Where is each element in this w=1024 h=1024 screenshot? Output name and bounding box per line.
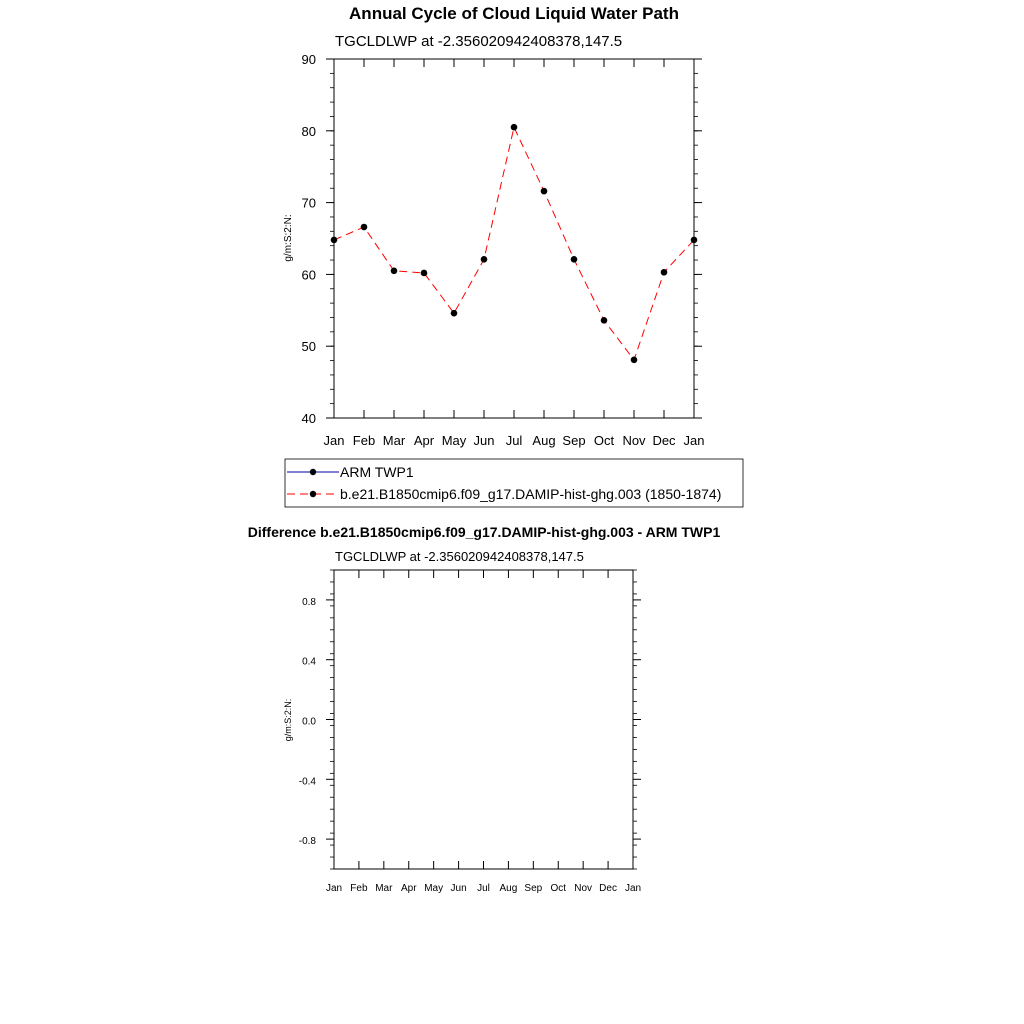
data-point — [601, 317, 608, 324]
y-tick-label: 0.4 — [302, 656, 316, 668]
x-tick-label: May — [441, 433, 467, 448]
x-tick-label: Aug — [499, 883, 518, 894]
y-tick-label: 90 — [301, 52, 316, 67]
y-tick-label: 80 — [301, 123, 316, 139]
data-point — [331, 237, 338, 244]
x-tick-label: May — [424, 883, 444, 894]
data-point — [481, 256, 488, 263]
annual-cycle-chart — [283, 4, 743, 507]
x-tick-label: Dec — [652, 433, 676, 448]
x-tick-label: Jul — [505, 433, 523, 448]
x-tick-label: Sep — [562, 433, 586, 448]
x-tick-label: Jun — [450, 883, 467, 894]
x-tick-label: Oct — [593, 433, 615, 448]
y-tick-label: 40 — [301, 411, 316, 426]
legend — [285, 459, 743, 507]
series-line — [334, 127, 694, 360]
difference-title: Difference b.e21.B1850cmip6.f09_g17.DAMIP-hist-ghg.003 - ARM TWP1 — [247, 524, 721, 540]
x-tick-label: Jun — [473, 433, 495, 448]
data-point — [631, 357, 638, 364]
y-tick-label: 50 — [301, 339, 316, 355]
y-tick-label: 70 — [301, 195, 316, 211]
data-point — [661, 269, 668, 276]
x-tick-label: Aug — [532, 433, 556, 448]
y-tick-label: -0.8 — [298, 836, 316, 848]
legend-label-arm: ARM TWP1 — [340, 464, 414, 480]
difference-plot-frame — [334, 570, 633, 869]
axis-ticks — [302, 52, 705, 448]
x-tick-label: Jan — [325, 883, 343, 894]
x-tick-label: Mar — [382, 433, 406, 448]
data-point — [691, 237, 698, 244]
chart-title: Annual Cycle of Cloud Liquid Water Path — [349, 4, 679, 23]
x-tick-label: Jul — [477, 883, 490, 894]
x-tick-label: Nov — [574, 883, 593, 894]
y-axis-label: g/m:S:2:N: — [283, 214, 294, 262]
x-tick-label: Feb — [350, 883, 368, 894]
data-point — [451, 310, 458, 317]
y-tick-label: 0.8 — [302, 596, 316, 608]
chart-subtitle: TGCLDLWP at -2.356020942408378,147.5 — [335, 33, 623, 50]
y-tick-label: 0.0 — [302, 716, 316, 728]
plot-frame — [334, 59, 694, 418]
data-point — [541, 188, 548, 195]
x-tick-label: Sep — [524, 883, 543, 894]
legend-marker-model — [310, 491, 316, 497]
difference-y-axis-label: g/m:S:2:N: — [283, 698, 293, 742]
x-tick-label: Jan — [323, 433, 345, 448]
y-tick-label: -0.4 — [298, 776, 316, 788]
x-tick-label: Apr — [413, 433, 435, 448]
difference-subtitle: TGCLDLWP at -2.356020942408378,147.5 — [335, 549, 584, 564]
x-tick-label: Oct — [550, 883, 567, 894]
legend-label-model: b.e21.B1850cmip6.f09_g17.DAMIP-hist-ghg.003 (1850-1874) — [340, 486, 722, 502]
x-tick-label: Nov — [622, 433, 646, 448]
x-tick-label: Jan — [624, 883, 642, 894]
data-point — [571, 256, 578, 263]
x-tick-label: Jan — [683, 433, 705, 448]
x-tick-label: Apr — [400, 883, 417, 894]
y-tick-label: 60 — [301, 267, 316, 283]
data-point — [511, 124, 518, 131]
difference-axis-ticks — [299, 570, 641, 894]
legend-marker-arm — [310, 469, 316, 475]
data-point — [421, 270, 428, 277]
x-tick-label: Feb — [352, 433, 376, 448]
x-tick-label: Dec — [599, 883, 617, 894]
series-layer — [331, 124, 698, 363]
data-point — [361, 224, 368, 231]
difference-chart — [248, 524, 721, 894]
data-point — [391, 268, 398, 275]
x-tick-label: Mar — [375, 883, 393, 894]
